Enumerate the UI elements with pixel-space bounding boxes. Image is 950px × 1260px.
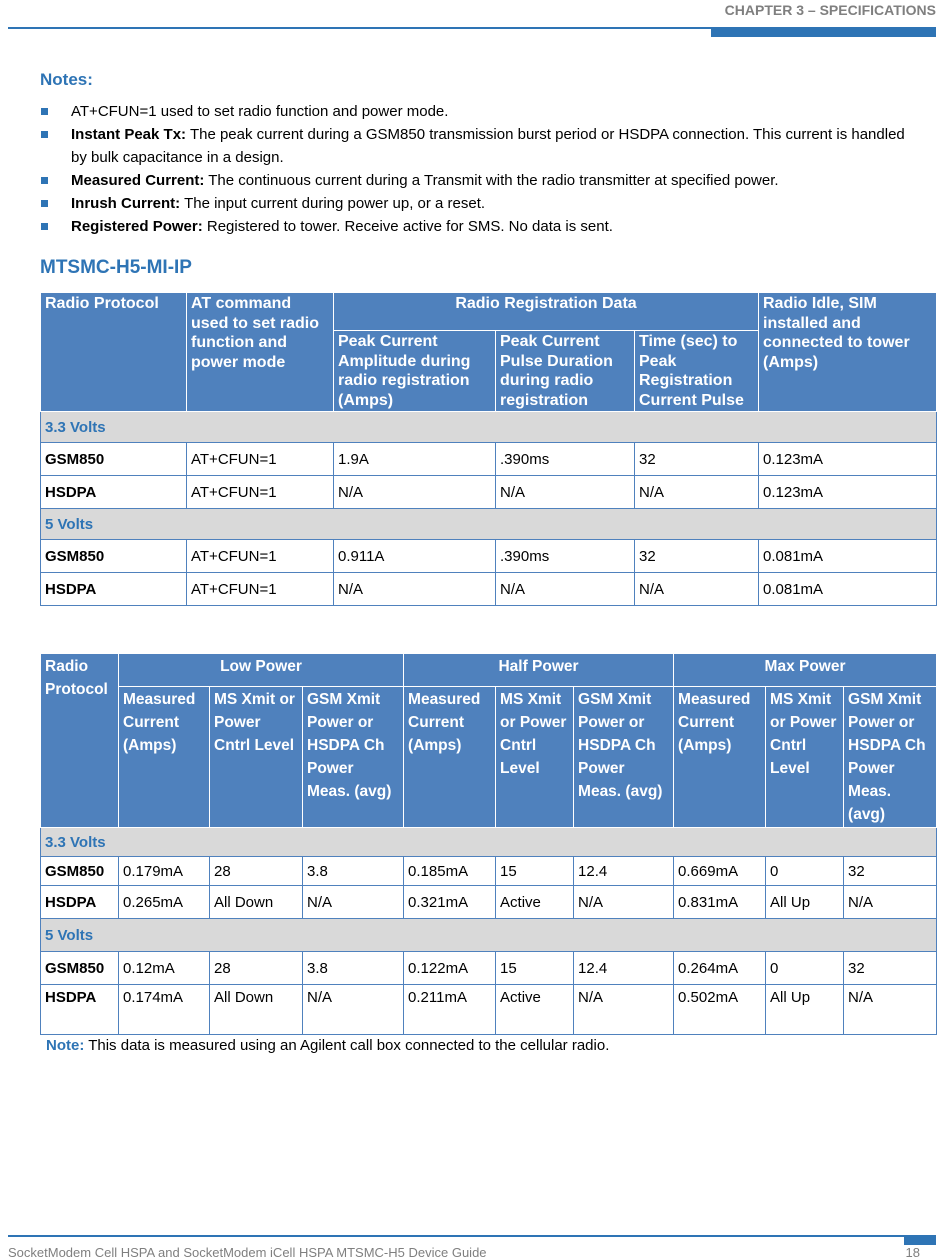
- col-header-time-to-peak: Time (sec) to Peak Registration Current Pulse: [635, 331, 759, 412]
- col-header-ms-xmit: MS Xmit or Power Cntrl Level: [496, 687, 574, 828]
- table-row: HSDPA 0.174mA All Down N/A 0.211mA Active N/A 0.502mA All Up N/A: [41, 985, 937, 1035]
- square-bullet-icon: [41, 200, 48, 207]
- footer-accent-bar: [904, 1237, 936, 1245]
- col-header-gsm-xmit: GSM Xmit Power or HSDPA Ch Power Meas. (avg): [574, 687, 674, 828]
- col-header-measured-current: Measured Current (Amps): [119, 687, 210, 828]
- col-header-ms-xmit: MS Xmit or Power Cntrl Level: [210, 687, 303, 828]
- registration-current-table: [40, 292, 937, 606]
- model-title: MTSMC-H5-MI-IP: [40, 257, 192, 278]
- header-accent-bar: [711, 29, 936, 37]
- table-row: GSM850 AT+CFUN=1 0.911A .390ms 32 0.081mA: [41, 540, 937, 573]
- col-header-peak-amplitude: Peak Current Amplitude during radio registration (Amps): [334, 331, 496, 412]
- col-header-peak-duration: Peak Current Pulse Duration during radio registration: [496, 331, 635, 412]
- group-header-max-power: Max Power: [674, 654, 937, 687]
- table-footnote: Note: This data is measured using an Agilent call box connected to the cellular radio.: [46, 1037, 610, 1054]
- footer-rule: [8, 1235, 936, 1237]
- group-header-half-power: Half Power: [404, 654, 674, 687]
- col-header-measured-current: Measured Current (Amps): [404, 687, 496, 828]
- col-header-at-command: AT command used to set radio function and power mode: [187, 293, 334, 412]
- square-bullet-icon: [41, 131, 48, 138]
- group-header-low-power: Low Power: [119, 654, 404, 687]
- col-header-idle-current: Radio Idle, SIM installed and connected to tower (Amps): [759, 293, 937, 412]
- section-row-3v3: 3.3 Volts: [41, 412, 937, 443]
- table-row: GSM850 0.179mA 28 3.8 0.185mA 15 12.4 0.669mA 0 32: [41, 857, 937, 886]
- notes-list: [40, 100, 920, 238]
- table-row: GSM850 0.12mA 28 3.8 0.122mA 15 12.4 0.264mA 0 32: [41, 952, 937, 985]
- square-bullet-icon: [41, 177, 48, 184]
- table-row: HSDPA AT+CFUN=1 N/A N/A N/A 0.123mA: [41, 476, 937, 509]
- page-number: 18: [905, 1245, 920, 1260]
- footer-title: SocketModem Cell HSPA and SocketModem iCell HSPA MTSMC-H5 Device Guide: [8, 1245, 487, 1260]
- col-header-gsm-xmit: GSM Xmit Power or HSDPA Ch Power Meas. (avg): [303, 687, 404, 828]
- col-header-measured-current: Measured Current (Amps): [674, 687, 766, 828]
- col-header-radio-protocol: Radio Protocol: [41, 293, 187, 412]
- page-header-text: CHAPTER 3 – SPECIFICATIONS: [724, 2, 936, 18]
- table-row: HSDPA 0.265mA All Down N/A 0.321mA Active N/A 0.831mA All Up N/A: [41, 886, 937, 919]
- note-item: Instant Peak Tx: The peak current during a GSM850 transmission burst period or HSDPA connection. This current is handled by bulk capacitance in a design.: [40, 123, 920, 169]
- note-item: AT+CFUN=1 used to set radio function and power mode.: [40, 100, 920, 123]
- section-row-5v: 5 Volts: [41, 919, 937, 952]
- col-header-gsm-xmit: GSM Xmit Power or HSDPA Ch Power Meas. (avg): [844, 687, 937, 828]
- power-level-current-table: [40, 653, 937, 1035]
- section-row-3v3: 3.3 Volts: [41, 828, 937, 857]
- square-bullet-icon: [41, 223, 48, 230]
- table-row: HSDPA AT+CFUN=1 N/A N/A N/A 0.081mA: [41, 573, 937, 606]
- note-item: Inrush Current: The input current during power up, or a reset.: [40, 192, 920, 215]
- notes-title: Notes:: [40, 70, 93, 89]
- col-header-radio-protocol: Radio Protocol: [41, 654, 119, 828]
- note-item: Registered Power: Registered to tower. Receive active for SMS. No data is sent.: [40, 215, 920, 238]
- square-bullet-icon: [41, 108, 48, 115]
- note-item: Measured Current: The continuous current during a Transmit with the radio transmitter at specified power.: [40, 169, 920, 192]
- col-header-ms-xmit: MS Xmit or Power Cntrl Level: [766, 687, 844, 828]
- table-row: GSM850 AT+CFUN=1 1.9A .390ms 32 0.123mA: [41, 443, 937, 476]
- group-header-registration: Radio Registration Data: [334, 293, 759, 331]
- section-row-5v: 5 Volts: [41, 509, 937, 540]
